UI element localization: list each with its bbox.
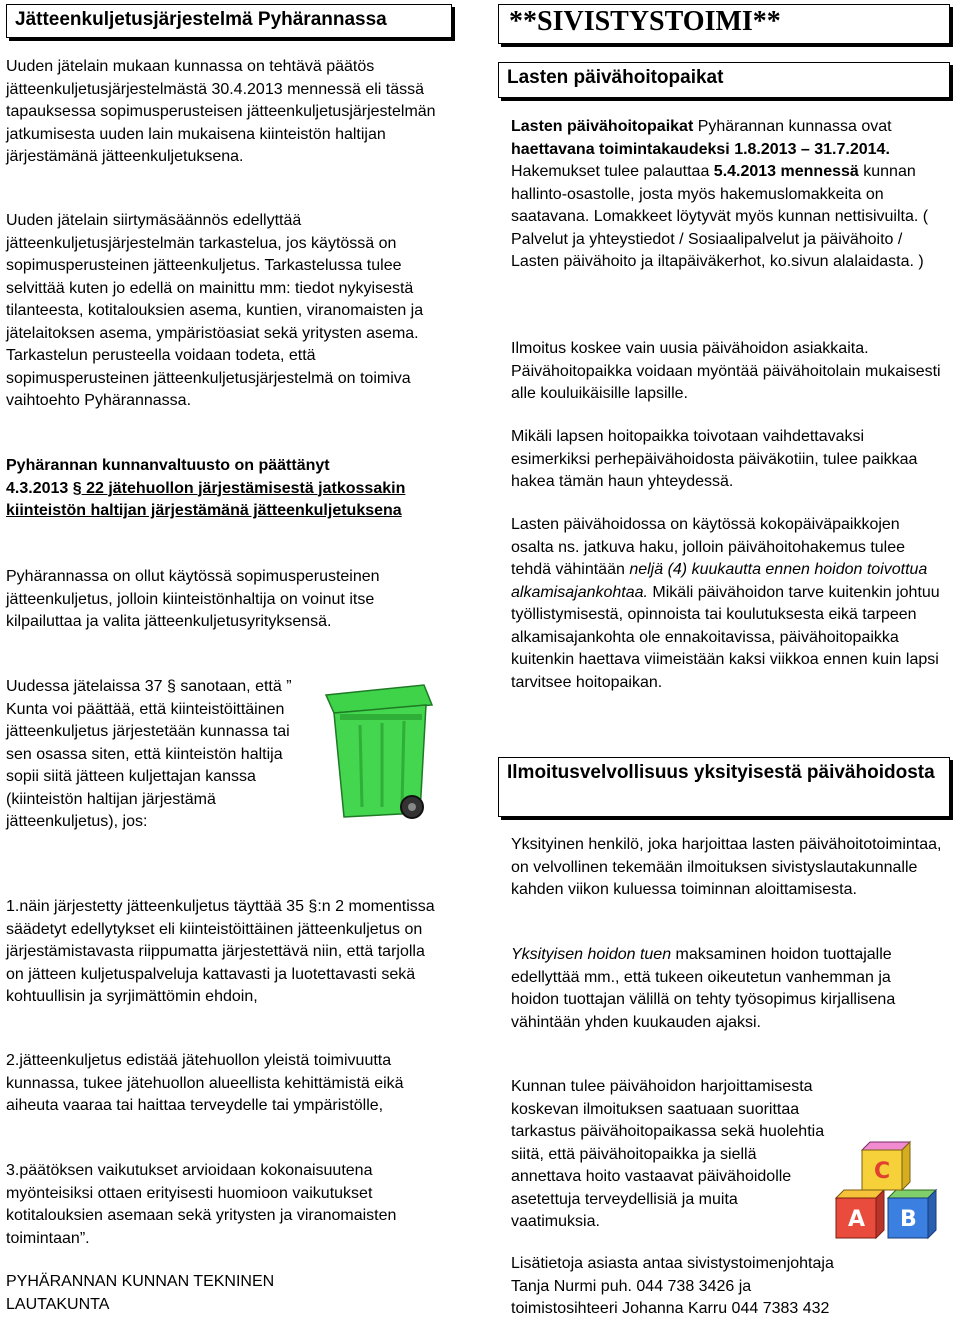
waste-paragraph-3: Pyhärannassa on ollut käytössä sopimusperusteinen jätteenkuljetus, jolloin kiinteistönhaltija on voinut itse kilpailuttaa ja valita jätteenkuljetusyrityksensä. <box>6 568 380 630</box>
daycare-p4-rest: Mikäli päivähoidon tarve kuitenkin johtuu työllistymisestä, opinnoista tai koulutuksesta eikä tarpeen alkamisajankohta ole ennakoitavissa, päivähoitopaikka kuitenkin haettava viimeistään kaksi viikkoa ennen kuin lapsi tarvitsee hoitopaikan. <box>511 583 940 691</box>
daycare-section-title <box>498 62 950 98</box>
waste-law-quote-start: Uudessa jätelaissa 37 <box>6 678 167 695</box>
law-item-3: 3.päätöksen vaikutukset arvioidaan kokonaisuutena myönteisiksi ottaen erityisesti huomioon vaikutukset kotitalouksien asemaan sekä yritysten ja viranomaisten toimintaan”. <box>6 1162 397 1247</box>
law-item-2: 2.jätteenkuljetus edistää jätehuollon yleistä toimivuutta kunnassa, tukee jätehuollon alueellista kehittämistä eikä aiheuta vaaraa tai haittaa terveydelle tai ympäristölle, <box>6 1052 404 1114</box>
private-daycare-paragraph-3: Kunnan tulee päivähoidon harjoittamisesta koskevan ilmoituksen saatuaan suorittaa tarkastus päivähoitopaikassa sekä huolehtia siitä, että päivähoitopaikka ja siellä annettava hoito vastaavat päivähoidolle asetettuja terveydellisiä ja muita vaatimuksia. <box>511 1078 825 1230</box>
law-item-1-start: 1.näin järjestetty jätteenkuljetus täyttää 35 <box>6 898 309 915</box>
private-daycare-p2-text: maksaminen hoidon tuottajalle edellyttää mm., että tukeen oikeutetun vanhemman ja hoidon tuottajan välillä on tehty työsopimus kirjallisena vähintään yhden kuukauden ajaksi. <box>511 946 896 1031</box>
green-waste-bin-icon <box>324 683 434 823</box>
private-daycare-paragraph-2 <box>511 944 943 1034</box>
svg-text:C: C <box>874 1159 891 1184</box>
board-signature-line-2: LAUTAKUNTA <box>6 1295 110 1313</box>
waste-paragraph-1: Uuden jätelain mukaan kunnassa on tehtävä päätös jätteenkuljetusjärjestelmästä 30.4.2013 mennessä eli tässä tapauksessa sopimusperusteisen jätteenkuljetusjärjestelmän jatkumisesta uuden lain mukaisena kiinteistön haltijan järjestämänä jätteenkuljetuksena. <box>6 58 436 165</box>
daycare-p1-bold-1: Lasten päivähoitopaikat <box>511 118 694 135</box>
daycare-p4-italic: neljä (4) kuukautta ennen hoidon toivottua alkamisajankohtaa. <box>511 561 928 601</box>
daycare-p4-start: Lasten päivähoidossa on käytössä kokopäiväpaikkojen osalta ns. jatkuva haku, jolloin päivähoitohakemus tulee tehdä vähintään <box>511 516 906 578</box>
private-daycare-p2-italic: Yksityisen hoidon tuen <box>511 946 672 963</box>
private-daycare-section-title <box>498 757 950 817</box>
law-item-1-rest: :n 2 momentissa säädetyt edellytykset eli kiinteistöittäinen jätteenkuljetus on järjestämistavasta riippumatta järjestettävä niin, että tarjolla on jätteen kuljetuspalveluja kattavasti ja luotettavasti sekä kohtuullisin ja syrjimättömin ehdoin, <box>6 898 435 1005</box>
waste-law-quote-section-sign: § <box>166 678 176 695</box>
council-decision-date: 4.3.2013 <box>6 479 69 497</box>
contact-line-2: Tanja Nurmi puh. 044 738 3426 ja <box>511 1277 752 1295</box>
svg-text:B: B <box>900 1207 917 1232</box>
contact-line-3: toimistosihteeri Johanna Karru 044 7383 432 <box>511 1300 830 1317</box>
daycare-p1-text-2: Hakemukset tulee palauttaa <box>511 163 714 180</box>
daycare-section-title-text: Lasten päivähoitopaikat <box>507 67 724 88</box>
waste-law-quote <box>6 676 306 834</box>
daycare-paragraph-2: Ilmoitus koskee vain uusia päivähoidon asiakkaita. Päivähoitopaikka voidaan myöntää päivähoitolain mukaisesti alle kouluikäisille lapsille. <box>511 340 941 402</box>
daycare-paragraph-3: Mikäli lapsen hoitopaikka toivotaan vaihdettavaksi esimerkiksi perhepäivähoidosta päiväkotiin, tulee paikkaa hakea tämän haun yhteydessä. <box>511 428 918 490</box>
contact-line-1: Lisätietoja asiasta antaa sivistystoimenjohtaja <box>511 1255 834 1272</box>
law-item-1-section-sign: § <box>308 898 318 915</box>
svg-text:A: A <box>848 1207 866 1232</box>
council-decision <box>6 455 442 523</box>
council-decision-section-sign: § <box>72 479 82 497</box>
board-signature <box>6 1271 442 1316</box>
daycare-p1-bold-3: 5.4.2013 mennessä <box>713 163 859 180</box>
board-signature-line-1: PYHÄRANNAN KUNNAN TEKNINEN <box>6 1273 275 1290</box>
daycare-paragraph-1 <box>511 116 943 274</box>
council-decision-head: Pyhärannan kunnanvaltuusto on päättänyt <box>6 457 330 474</box>
council-decision-subject: 22 jätehuollon järjestämisestä jatkossakin kiinteistön haltijan järjestämänä jätteenkuljetuksena <box>6 479 406 519</box>
contact-info <box>511 1253 943 1321</box>
daycare-p1-text-3: kunnan hallinto-osastolle, josta myös hakemuslomakkeita on saatavana. Lomakkeet löytyvät myös kunnan nettisivuilta. ( Palvelut ja yhteystiedot / Sosiaalipalvelut ja päivähoito / Lasten päivähoito ja iltapäiväkerhot, ko.sivun alalaidasta. ) <box>511 163 929 270</box>
waste-law-quote-rest: sanotaan, että ” Kunta voi päättää, että kiinteistöittäinen jätteenkuljetus järjestetään kunnassa tai sen osassa siten, että kiinteistön haltija sopii siitä jätteen kuljettajan kanssa (kiinteistön haltijan järjestämä jätteenkuljetus), jos: <box>6 678 292 830</box>
private-daycare-paragraph-1: Yksityinen henkilö, joka harjoittaa lasten päivähoitotoimintaa, on velvollinen tekemään ilmoituksen sivistyslautakunnalle kahden viikon kuluessa toiminnan aloittamisesta. <box>511 836 942 898</box>
toy-blocks-icon <box>828 1128 948 1248</box>
daycare-paragraph-4 <box>511 514 943 694</box>
department-header-text: **SIVISTYSTOIMI** <box>509 6 781 37</box>
department-header <box>498 4 950 44</box>
waste-article-title <box>6 4 452 38</box>
daycare-p1-text-1: Pyhärannan kunnassa ovat <box>693 118 892 135</box>
waste-article-title-text: Jätteenkuljetusjärjestelmä Pyhärannassa <box>15 9 387 30</box>
waste-paragraph-2: Uuden jätelain siirtymäsäännös edellyttää jätteenkuljetusjärjestelmän tarkastelua, jos käytössä on sopimusperusteinen jätteenkuljetus. Tarkastelussa tulee selvittää kuten jo edellä on mainittu mm: tiedot nykyisestä tilanteesta, kotitalouksien asema, kuntien, viranomaisten ja jätelaitoksen asema, ympäristöasiat sekä yritysten asema. Tarkastelun perusteella voidaan todeta, että sopimusperusteinen jätteenkuljetusjärjestelmä on toimiva vaihtoehto Pyhärannassa. <box>6 212 424 409</box>
private-daycare-section-title-text: Ilmoitusvelvollisuus yksityisestä päivähoidosta <box>507 762 935 783</box>
daycare-p1-bold-2: haettavana toimintakaudeksi 1.8.2013 – 31.7.2014. <box>511 140 890 158</box>
law-item-1 <box>6 896 442 1009</box>
